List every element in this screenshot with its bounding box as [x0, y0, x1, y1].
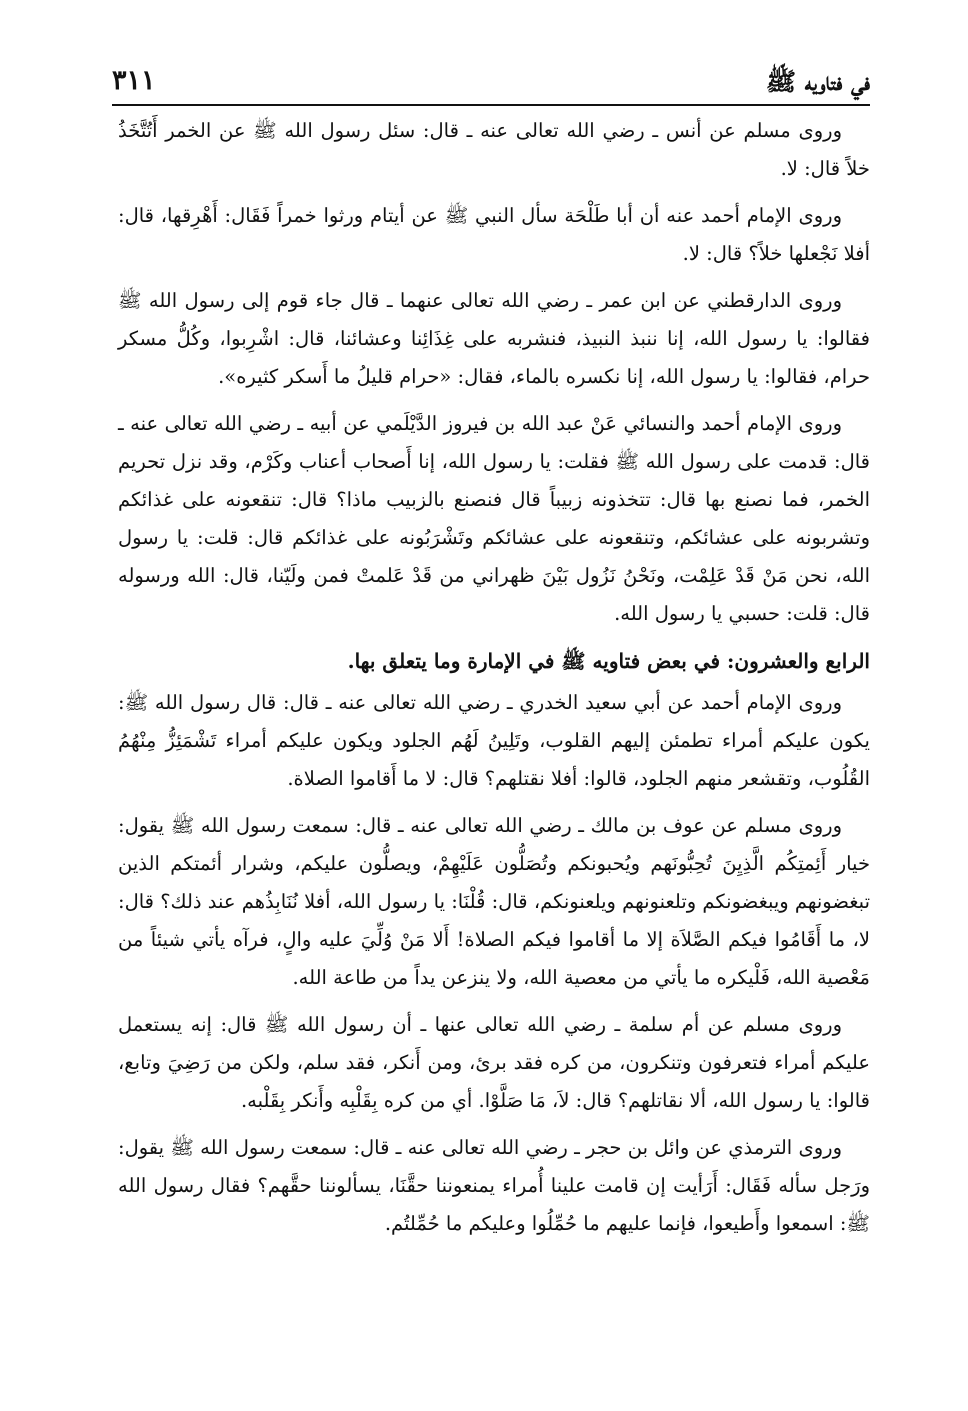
header-rule — [112, 104, 870, 106]
running-head: في فتاويه ﷺ — [765, 67, 870, 96]
page-body — [118, 112, 870, 1252]
page-number: ٣١١ — [112, 65, 156, 96]
section-heading: الرابع والعشرون: في بعض فتاويه ﷺ في الإمارة وما يتعلق بها. — [347, 649, 870, 673]
paragraph: وروى الإمام أحمد والنسائي عَنْ عبد الله بن فيروز الدَّيْلَمي عن أبيه ـ رضي الله تعالى عنه ـ قال: قدمت على رسول الله ﷺ فقلت: يا رسول الله، إنا أَصحاب أعناب وكَرْم، وقد نزل تحريم الخمر، فما نصنع بها قال: تتخذونه زبيباً قال فنصنع بالزبيب ماذا؟ قال: تنقعونه على غذائكم وتشربونه على عشائكم، وتنقعونه على عشائكم وتَشْرَبُونه على غذائكم قال: قلت: يا رسول الله، نحن مَنْ قَدْ عَلِمْت، ونَحْنُ نَزُول بَيْنَ ظهراني من قَدْ عَلمتْ فمن ولَيّنا، قال: الله ورسوله قال: قلت: حسبي يا رسول الله. — [118, 412, 870, 625]
paragraph: وروى مسلم عن أنس ـ رضي الله تعالى عنه ـ قال: سئل رسول الله ﷺ عن الخمر أَتُتَّخَذُ خلاً قال: لا. — [118, 119, 870, 180]
paragraph: وروى الدارقطني عن ابن عمر ـ رضي الله تعالى عنهما ـ قال جاء قوم إلى رسول الله ﷺ فقالوا: يا رسول الله، إنا ننبذ النبيذ، فنشربه على غِذَائِنا وعشائنا، قال: اشْرِبوا، وكُلُّ مسكر حرام، فقالوا: يا رسول الله، إنا نكسره بالماء، فقال: «حرام قليلُ ما أَسكر كثيره». — [118, 289, 870, 388]
paragraph: وروى الإمام أحمد عنه أن أبا طَلْحَة سأل النبي ﷺ عن أيتام ورثوا خمراً فَقَال: أَهْرِقها، قال: أفلا نَجْعلها خلاً؟ قال: لا. — [118, 204, 870, 265]
page-header — [112, 56, 870, 100]
paragraph: وروى الإمام أحمد عن أبي سعيد الخدري ـ رضي الله تعالى عنه ـ قال: قال رسول الله ﷺ: يكون عليكم أمراء تطمئن إليهم القلوب، وتَلِينُ لَهُم الجلود ويكون عليكم أمراء تَشْمَئِزُّ مِنْهُمُ القُلُوب، وتقشعر منهم الجلود، قالوا: أفلا نقتلهم؟ قال: لا ما أَقاموا الصلاة. — [118, 691, 870, 790]
paragraph: وروى مسلم عن عوف بن مالك ـ رضي الله تعالى عنه ـ قال: سمعت رسول الله ﷺ يقول: خيار أَئِمتِكُم الَّذِيِنَ تُحِبُّونَهم ويُحبونكم وتُصَلُّون عَلَيْهِمْ، ويصلُّون عليكم، وشرار أئمتكم الذين تبغضونهم ويبغضونكم وتلعنونهم ويلعنونكم، قال: قُلْنَا: يا رسول الله، أفلا نُنَابِذُهم عند ذلك؟ قال: لا، ما أَقَامُوا فيكم الصَّلاَة إلا ما أقاموا فيكم الصلاة! أَلا مَنْ وُلِّيَ عليه والٍ، فرآه يأتي شيئاً من مَعْصية الله، فَلْيكره ما يأتي من معصية الله، ولا ينزعن يداً من طاعة الله. — [118, 814, 870, 989]
paragraph: وروى مسلم عن أم سلمة ـ رضي الله تعالى عنها ـ أن رسول الله ﷺ قال: إنه يستعمل عليكم أمراء فتعرفون وتنكرون، من كره فقد برئ، ومن أَنكر، فقد سلم، ولكن من رَضِيَ وتابع، قالوا: يا رسول الله، ألا نقاتلهم؟ قال: لاَ، مَا صَلَّوْا. أي من كره بِقَلْبِه وأَنكر بِقَلْبه. — [118, 1013, 870, 1112]
paragraph: وروى الترمذي عن وائل بن حجر ـ رضي الله تعالى عنه ـ قال: سمعت رسول الله ﷺ يقول: ورَجل سأله فَقَال: أَرَأيت إن قامت علينا أُمراء يمنعوننا حقَّنَا، يسألوننا حقَّهم؟ فقال رسول الله ﷺ: اسمعوا وأَطيعوا، فإنما عليهم ما حُمِّلُوا وعليكم ما حُمِّلتُم. — [118, 1136, 870, 1235]
